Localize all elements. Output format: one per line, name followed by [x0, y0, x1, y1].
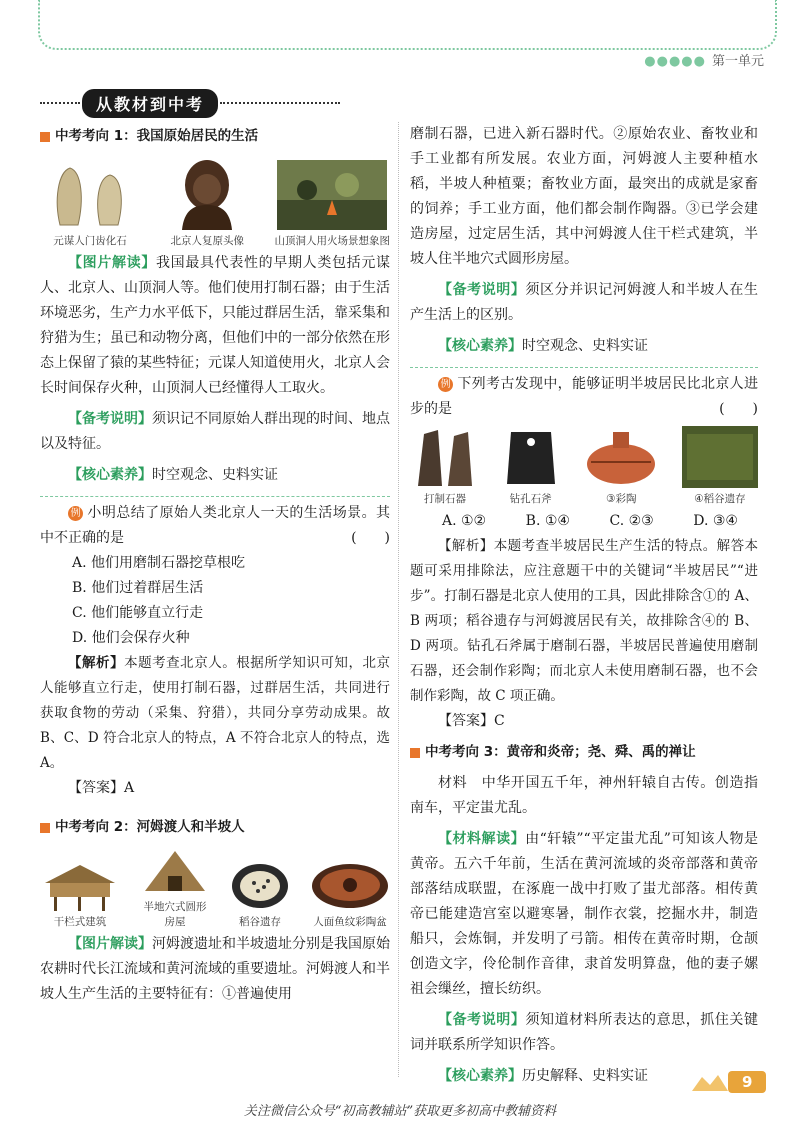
example-1-answer: 【答案】A	[68, 780, 135, 796]
direction-1-core-literacy: 【核心素养】时空观念、史料实证	[68, 467, 278, 483]
section-title: 从教材到中考	[82, 89, 218, 118]
image-pit-house: 半地穴式圆形房屋	[140, 846, 210, 930]
direction-1-picture-reading: 【图片解读】我国最具代表性的早期人类包括元谋人、北京人、山顶洞人等。他们使用打制石器；由于生活环境恶劣，生产力水平低下，只能过群居生活，靠采集和狩猎为生；虽已和动物分离，但他们中的一部分依然在形态上保留了猿的某些特征；元谋人知道使用火，北京人会长时间保存火种，山顶洞人已经懂得人工取火。	[40, 255, 390, 396]
example-2-option-c: C. ②③	[609, 513, 654, 529]
cave-scene-icon	[277, 160, 387, 230]
direction-3-material: 材料 中华开国五千年，神州轩辕自古传。创造指南车，平定蚩尤乱。	[410, 775, 759, 816]
round-hut-icon	[140, 846, 210, 896]
direction-2-picture-reading: 【图片解读】河姆渡遗址和半坡遗址分别是我国原始农耕时代长江流域和黄河流域的重要遗址。河姆渡人和半坡人生产生活的主要特征有：①普遍使用	[40, 936, 390, 1002]
unit-label: 第一单元	[711, 54, 764, 69]
direction-2-images	[40, 846, 390, 930]
direction-1-title: 中考考向 1：我国原始居民的生活	[40, 124, 390, 149]
example-1-option-d: D. 他们会保存火种	[72, 630, 190, 646]
example-icon: 例	[438, 377, 453, 392]
direction-3-exam-note: 【备考说明】须知道材料所表达的意思，抓住关键词并联系所学知识作答。	[410, 1012, 759, 1053]
direction-3-core-literacy: 【核心素养】历史解释、史料实证	[438, 1068, 648, 1084]
example-1-option-a: A. 他们用磨制石器挖草根吃	[72, 555, 246, 571]
example-icon: 例	[68, 506, 83, 521]
bust-icon	[162, 155, 252, 230]
pottery-basin-icon	[310, 861, 390, 911]
image-rice-remains: 稻谷遗存	[230, 861, 290, 930]
dashed-divider	[40, 496, 390, 497]
square-bullet-icon	[40, 132, 50, 142]
image-painted-pottery: ③彩陶	[581, 426, 661, 507]
unit-header: ●●●●● 第一单元	[644, 54, 764, 69]
right-column	[410, 122, 758, 1089]
example-2-option-b: B. ①④	[525, 513, 570, 529]
example-2-analysis: 【解析】本题考查半坡居民生产生活的特点。解答本题可采用排除法，应注意题干中的关键词“半坡居民”“进步”。打制石器是北京人使用的工具，因此排除含①的 A、B 两项；稻谷遗存与河姆渡居民有关，故排除含④的 B、D 两项。钻孔石斧属于磨制石器，半坡居民普遍使用磨制石器，还会制作彩陶；而北京人未使用磨制石器，也不会制作彩陶，故 C 项正确。	[410, 538, 759, 704]
example-2-images	[410, 426, 758, 507]
example-1-analysis: 【解析】本题考查北京人。根据所学知识可知，北京人能够直立行走，使用打制石器，过群居生活，共同进行获取食物的劳动（采集、狩猎），共同分享劳动成果。故 B、C、D 符合北京人的特点，A 不符合北京人的特点，选 A。	[40, 655, 391, 771]
column-divider	[398, 122, 399, 1077]
example-2-option-d: D. ③④	[693, 513, 738, 529]
dashed-divider	[410, 367, 758, 368]
example-1-question: 例 小明总结了原始人类北京人一天的生活场景。其中不正确的是 ( )	[40, 505, 390, 546]
example-2-option-a: A. ①②	[442, 513, 487, 529]
image-peking-man-head: 北京人复原头像	[162, 155, 252, 249]
image-yuanmou-teeth: 元谋人门齿化石	[40, 160, 140, 249]
image-upper-cave-fire: 山顶洞人用火场景想象图	[275, 160, 391, 249]
example-1-option-b: B. 他们过着群居生活	[72, 580, 204, 596]
section-banner	[40, 90, 340, 116]
image-rice-grain: ④稻谷遗存	[682, 426, 758, 507]
mountain-icon	[692, 1073, 728, 1091]
square-bullet-icon	[410, 748, 420, 758]
direction-3-material-reading: 【材料解读】由“轩辕”“平定蚩尤乱”可知该人物是黄帝。五六千年前，生活在黄河流域的炎帝部落和黄帝部落结成联盟，在涿鹿一战中打败了蚩尤部落。相传黄帝已能建造宫室以避寒暑，制作衣裳，挖掘水井，制造船只，会炼铜，并发明了弓箭。相传在黄帝时期，仓颉创造文字，伶伦制作音律，隶首发明算盘，他的妻子嫘祖会缫丝，擅长纺织。	[410, 831, 758, 997]
stone-axe-icon	[501, 426, 561, 488]
example-2-answer: 【答案】C	[438, 713, 505, 729]
image-drilled-axe: 钻孔石斧	[501, 426, 561, 507]
image-painted-pottery-basin: 人面鱼纹彩陶盆	[310, 861, 390, 930]
direction-3-title: 中考考向 3：黄帝和炎帝；尧、舜、禹的禅让	[410, 740, 758, 765]
example-2-question: 例 下列考古发现中，能够证明半坡居民比北京人进步的是 ( )	[410, 376, 758, 417]
example-2-options	[410, 509, 758, 534]
top-frame	[38, 0, 777, 50]
footer-note: 关注微信公众号“初高教辅站”获取更多初高中教辅资料	[243, 1104, 557, 1119]
direction-1-exam-note: 【备考说明】须识记不同原始人群出现的时间、地点以及特征。	[40, 411, 390, 452]
stilt-house-icon	[40, 861, 120, 911]
direction-2-exam-note: 【备考说明】须区分并识记河姆渡人和半坡人在生产生活上的区别。	[410, 282, 759, 323]
image-stilt-house: 干栏式建筑	[40, 861, 120, 930]
page-number: 9	[692, 1071, 766, 1093]
left-column	[40, 122, 390, 1007]
rice-grain-icon	[682, 426, 758, 488]
teeth-fossil-icon	[40, 160, 140, 230]
example-1-option-c: C. 他们能够直立行走	[72, 605, 204, 621]
chipped-stone-icon	[410, 426, 480, 488]
direction-2-core-literacy: 【核心素养】时空观念、史料实证	[438, 338, 648, 354]
direction-2-title: 中考考向 2：河姆渡人和半坡人	[40, 815, 390, 840]
pottery-jar-icon	[581, 426, 661, 488]
rice-plate-icon	[230, 861, 290, 911]
image-chipped-stone: 打制石器	[410, 426, 480, 507]
direction-2-picture-reading-cont: 磨制石器，已进入新石器时代。②原始农业、畜牧业和手工业都有所发展。农业方面，河姆渡人主要种植水稻，半坡人种植粟；畜牧业方面，最突出的成就是家畜的饲养；手工业方面，他们都会制作陶器。③已学会建造房屋，过定居生活，其中河姆渡人住干栏式建筑，半坡人住半地穴式圆形房屋。	[410, 126, 758, 267]
square-bullet-icon	[40, 823, 50, 833]
direction-1-images	[40, 155, 390, 249]
